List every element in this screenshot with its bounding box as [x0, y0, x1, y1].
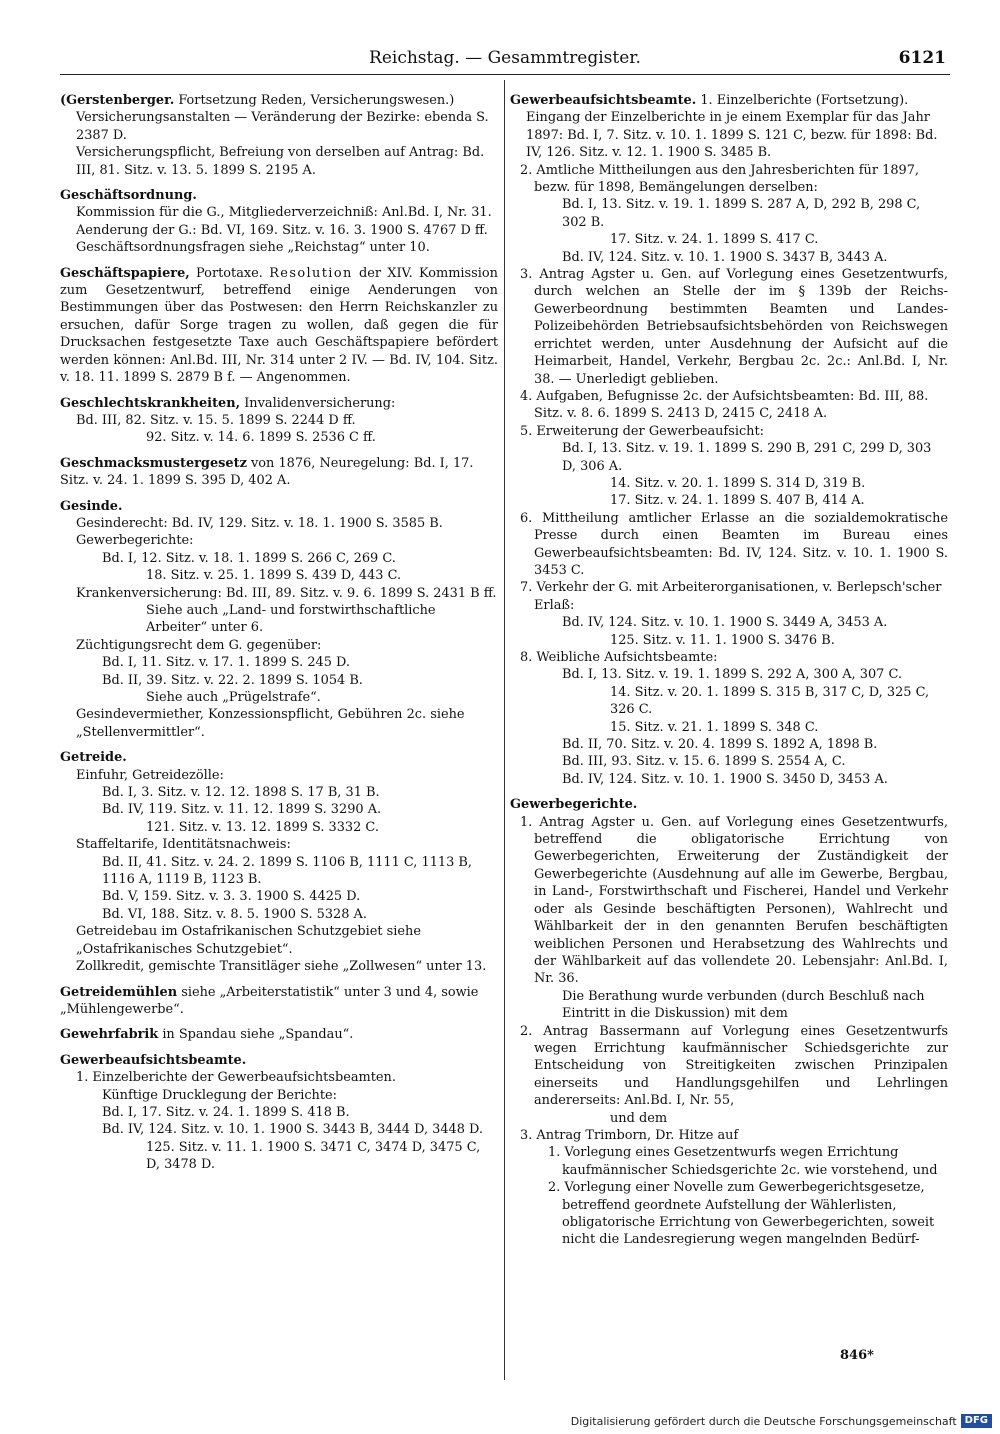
- entry-line: 1. Einzelberichte der Gewerbeaufsichtsbeamten.: [76, 1070, 396, 1086]
- entry-gewerbegerichte: [510, 796, 948, 1249]
- entry-line: Bd. II, 39. Sitz. v. 22. 2. 1899 S. 1054 B.: [102, 672, 363, 688]
- left-column: [60, 92, 498, 1182]
- entry-keyword: (Gerstenberger.: [60, 93, 175, 108]
- entry-keyword: Geschäftspapiere,: [60, 265, 190, 281]
- entry-text: Fortsetzung Reden, Versicherungswesen.): [178, 93, 455, 108]
- entry-line: Versicherungspflicht, Befreiung von derselben auf Antrag: Bd. III, 81. Sitz. v. 13. 5. 1899 S. 2195 A.: [76, 145, 485, 178]
- entry-line: Bd. I, 3. Sitz. v. 12. 12. 1898 S. 17 B, 31 B.: [102, 785, 380, 801]
- entry-keyword: Gewerbeaufsichtsbeamte.: [510, 93, 697, 108]
- numbered-subitem: 1. Vorlegung eines Gesetzentwurfs wegen Errichtung kaufmännischer Schiedsgerichte 2c. wie vorstehend, und: [548, 1145, 938, 1178]
- entry-line: 14. Sitz. v. 20. 1. 1899 S. 314 D, 319 B.: [610, 475, 866, 491]
- entry-text: Invalidenversicherung:: [244, 395, 396, 411]
- entry-text: siehe „Arbeiterstatistik“ unter 3 und 4, sowie „Mühlengewerbe“.: [60, 984, 479, 1017]
- entry-text: 1. Einzelberichte (Fortsetzung).: [700, 93, 909, 108]
- entry-keyword: Gewerbeaufsichtsbeamte.: [60, 1052, 247, 1068]
- entry-line: Staffeltarife, Identitätsnachweis:: [76, 837, 291, 853]
- entry-line: Bd. I, 12. Sitz. v. 18. 1. 1899 S. 266 C, 269 C.: [102, 550, 396, 566]
- entry-geschaeftspapiere: [60, 265, 498, 387]
- entry-text: von 1876, Neuregelung: Bd. I, 17. Sitz. v. 24. 1. 1899 S. 395 D, 402 A.: [60, 455, 474, 489]
- entry-line: Züchtigungsrecht dem G. gegenüber:: [76, 637, 322, 653]
- entry-keyword: Geschmacksmustergesetz: [60, 455, 247, 471]
- entry-line: und dem: [610, 1110, 668, 1126]
- entry-gewerbeaufsichtsbeamte-cont: [510, 92, 948, 788]
- entry-line: 15. Sitz. v. 21. 1. 1899 S. 348 C.: [610, 719, 819, 735]
- entry-geschlechtskrankheiten: [60, 395, 498, 447]
- entry-line: Geschäftsordnungsfragen siehe „Reichstag“ unter 10.: [76, 240, 430, 256]
- entry-text: in Spandau siehe „Spandau“.: [162, 1027, 354, 1043]
- right-column: [510, 92, 948, 1257]
- entry-line: Künftige Drucklegung der Berichte:: [102, 1087, 337, 1103]
- entry-line: Bd. I, 13. Sitz. v. 19. 1. 1899 S. 290 B, 291 C, 299 D, 303 D, 306 A.: [562, 441, 932, 474]
- entry-line: Bd. I, 13. Sitz. v. 19. 1. 1899 S. 287 A, D, 292 B, 298 C, 302 B.: [562, 197, 921, 230]
- entry-line: 17. Sitz. v. 24. 1. 1899 S. 417 C.: [610, 232, 819, 248]
- entry-line: Eingang der Einzelberichte in je einem Exemplar für das Jahr 1897: Bd. I, 7. Sitz. v. 10. 1. 1899 S. 121 C, bezw. für 1898: Bd. IV, 126. Sitz. v. 12. 1. 1900 S. 3485 B.: [526, 110, 938, 161]
- numbered-item: 7. Verkehr der G. mit Arbeiterorganisationen, v. Berlepsch'scher Erlaß:: [520, 580, 942, 613]
- entry-text: Resolution: [269, 265, 353, 281]
- entry-line: Bd. IV, 124. Sitz. v. 10. 1. 1900 S. 3443 B, 3444 D, 3448 D.: [102, 1122, 484, 1138]
- numbered-item: 3. Antrag Agster u. Gen. auf Vorlegung eines Gesetzentwurfs, durch welchen an Stelle der im § 139b der Reichs-Gewerbeordnung bestimmten Beamten und Landes-Polizeibehörden Betriebsaufsichtsbehörden von Reichswegen errichtet werden, unter Ausdehnung der Aufsicht auf die Heimarbeit, Handel, Verkehr, Bergbau 2c. 2c.: Anl.Bd. I, Nr. 38. — Unerledigt geblieben.: [520, 267, 948, 387]
- entry-keyword: Getreide.: [60, 750, 127, 766]
- entry-keyword: Getreidemühlen: [60, 984, 178, 1000]
- footer: [571, 1412, 992, 1430]
- entry-keyword: Geschlechtskrankheiten,: [60, 395, 241, 411]
- entry-line: Bd. I, 17. Sitz. v. 24. 1. 1899 S. 418 B.: [102, 1104, 350, 1120]
- entry-line: Bd. I, 13. Sitz. v. 19. 1. 1899 S. 292 A, 300 A, 307 C.: [562, 667, 902, 683]
- numbered-item: 1. Antrag Agster u. Gen. auf Vorlegung eines Gesetzentwurfs, betreffend die obligatorische Errichtung von Gewerbegerichten, Erweiterung der Zuständigkeit der Gewerbegerichte (Ausdehnung auf alle im Gewerbe, Bergbau, in Land-, Forstwirthschaft und Fischerei, Handel und Verkehr oder als Gesinde beschäftigten Personen), Wahlrecht und Wählbarkeit der in den genannten Berufen beschäftigten weiblichen Personen und Herabsetzung des Wahlrechts und der Wählbarkeit auf das vollendete 20. Lebensjahr: Anl.Bd. I, Nr. 36.: [520, 814, 948, 987]
- entry-gerstenberger: [60, 92, 498, 179]
- entry-line: 18. Sitz. v. 25. 1. 1899 S. 439 D, 443 C.: [146, 568, 402, 584]
- entry-line: Aenderung der G.: Bd. VI, 169. Sitz. v. 16. 3. 1900 S. 4767 D ff.: [76, 222, 488, 238]
- column-divider: [504, 80, 505, 1380]
- numbered-subitem: 2. Vorlegung einer Novelle zum Gewerbegerichtsgesetze, betreffend geordnete Aufstellung der Wählerlisten, obligatorische Errichtung von Gewerbegerichten, soweit nicht die Landesregierung wegen mangelnden Bedürf-: [548, 1180, 935, 1248]
- entry-gewerbeaufsichtsbeamte: [60, 1052, 498, 1174]
- numbered-item: 6. Mittheilung amtlicher Erlasse an die sozialdemokratische Presse durch einen Beamten im Bureau eines Gewerbeaufsichtsbeamten: Bd. IV, 124. Sitz. v. 10. 1. 1900 S. 3453 C.: [520, 510, 948, 578]
- entry-line: Siehe auch „Land- und forstwirthschaftliche Arbeiter“ unter 6.: [146, 602, 436, 636]
- entry-line: Kommission für die G., Mitgliederverzeichniß: Anl.Bd. I, Nr. 31.: [76, 205, 492, 221]
- signature-mark: 846*: [840, 1348, 874, 1363]
- entry-line: 14. Sitz. v. 20. 1. 1899 S. 315 B, 317 C, D, 325 C, 326 C.: [610, 684, 930, 718]
- entry-line: Siehe auch „Prügelstrafe“.: [146, 690, 321, 705]
- dfg-logo-icon: DFG: [961, 1414, 992, 1428]
- entry-line: 121. Sitz. v. 13. 12. 1899 S. 3332 C.: [146, 819, 379, 835]
- footer-text: Digitalisierung gefördert durch die Deutsche Forschungsgemeinschaft: [570, 1414, 957, 1428]
- entry-line: Krankenversicherung: Bd. III, 89. Sitz. v. 9. 6. 1899 S. 2431 B ff.: [76, 585, 497, 601]
- numbered-item: 8. Weibliche Aufsichtsbeamte:: [520, 650, 718, 665]
- entry-keyword: Gesinde.: [60, 498, 123, 514]
- numbered-item: 2. Amtliche Mittheilungen aus den Jahresberichten für 1897, bezw. für 1898, Bemängelungen derselben:: [520, 162, 920, 196]
- entry-line: Einfuhr, Getreidezölle:: [76, 767, 224, 783]
- entry-line: Zollkredit, gemischte Transitläger siehe „Zollwesen“ unter 13.: [76, 959, 487, 975]
- entry-getreidemuehlen: [60, 984, 498, 1019]
- entry-line: Gesindevermiether, Konzessionspflicht, Gebühren 2c. siehe „Stellenvermittler“.: [76, 707, 465, 740]
- numbered-item: 3. Antrag Trimborn, Dr. Hitze auf: [520, 1127, 739, 1143]
- entry-line: 125. Sitz. v. 11. 1. 1900 S. 3471 C, 3474 D, 3475 C, D, 3478 D.: [146, 1139, 481, 1173]
- entry-line: Bd. II, 41. Sitz. v. 24. 2. 1899 S. 1106 B, 1111 C, 1113 B, 1116 A, 1119 B, 1123 B.: [102, 854, 472, 888]
- entry-line: Die Berathung wurde verbunden (durch Beschluß nach Eintritt in die Diskussion) mit dem: [562, 988, 925, 1022]
- entry-line: Versicherungsanstalten — Veränderung der Bezirke: ebenda S. 2387 D.: [76, 110, 489, 143]
- entry-line: Bd. V, 159. Sitz. v. 3. 3. 1900 S. 4425 D.: [102, 889, 361, 905]
- entry-line: Bd. IV, 119. Sitz. v. 11. 12. 1899 S. 3290 A.: [102, 802, 382, 818]
- entry-geschmacksmustergesetz: [60, 455, 498, 490]
- entry-line: Bd. VI, 188. Sitz. v. 8. 5. 1900 S. 5328 A.: [102, 906, 367, 922]
- entry-line: 125. Sitz. v. 11. 1. 1900 S. 3476 B.: [610, 632, 835, 648]
- page-number: 6121: [898, 48, 946, 68]
- entry-geschaeftsordnung: [60, 187, 498, 257]
- numbered-item: 4. Aufgaben, Befugnisse 2c. der Aufsichtsbeamten: Bd. III, 88. Sitz. v. 8. 6. 1899 S. 2413 D, 2415 C, 2418 A.: [520, 388, 929, 422]
- entry-gesinde: [60, 498, 498, 742]
- entry-getreide: [60, 749, 498, 975]
- entry-line: Bd. IV, 124. Sitz. v. 10. 1. 1900 S. 3450 D, 3453 A.: [562, 771, 888, 787]
- entry-line: Bd. II, 70. Sitz. v. 20. 4. 1899 S. 1892 A, 1898 B.: [562, 737, 878, 753]
- entry-line: 92. Sitz. v. 14. 6. 1899 S. 2536 C ff.: [146, 430, 376, 446]
- running-title: Reichstag. — Gesammtregister.: [369, 48, 641, 68]
- entry-keyword: Geschäftsordnung.: [60, 188, 197, 204]
- entry-line: Bd. III, 93. Sitz. v. 15. 6. 1899 S. 2554 A, C.: [562, 754, 846, 770]
- entry-keyword: Gewehrfabrik: [60, 1027, 159, 1043]
- entry-line: Gesinderecht: Bd. IV, 129. Sitz. v. 18. 1. 1900 S. 3585 B.: [76, 515, 443, 531]
- entry-line: Bd. IV, 124. Sitz. v. 10. 1. 1900 S. 3449 A, 3453 A.: [562, 615, 888, 631]
- entry-gewehrfabrik: [60, 1026, 498, 1043]
- entry-line: 17. Sitz. v. 24. 1. 1899 S. 407 B, 414 A.: [610, 493, 865, 509]
- entry-line: Getreidebau im Ostafrikanischen Schutzgebiet siehe „Ostafrikanisches Schutzgebiet“.: [76, 924, 421, 957]
- entry-line: Bd. I, 11. Sitz. v. 17. 1. 1899 S. 245 D.: [102, 655, 351, 671]
- entry-line: Gewerbegerichte:: [76, 533, 194, 549]
- entry-line: Bd. III, 82. Sitz. v. 15. 5. 1899 S. 2244 D ff.: [76, 412, 356, 428]
- numbered-item: 2. Antrag Bassermann auf Vorlegung eines Gesetzentwurfs wegen Errichtung kaufmännischer Schiedsgerichte zur Entscheidung von Streitigkeiten zwischen Prinzipalen einerseits und Handlungsgehilfen und Lehrlingen andererseits: Anl.Bd. I, Nr. 55,: [520, 1023, 948, 1109]
- entry-keyword: Gewerbegerichte.: [510, 797, 638, 813]
- entry-text: der XIV. Kommission zum Gesetzentwurf, betreffend einige Aenderungen von Bestimmungen über das Postwesen: den Herrn Reichskanzler zu ersuchen, dafür Sorge tragen zu wollen, daß gegen die für Drucksachen festgesetzte Taxe auch Geschäftspapiere befördert werden können: Anl.Bd. III, Nr. 314 unter 2 IV. — Bd. IV, 104. Sitz. v. 18. 11. 1899 S. 2879 B f. — Angenommen.: [60, 265, 498, 386]
- entry-line: Bd. IV, 124. Sitz. v. 10. 1. 1900 S. 3437 B, 3443 A.: [562, 249, 888, 265]
- numbered-item: 5. Erweiterung der Gewerbeaufsicht:: [520, 423, 764, 439]
- page-header: [60, 44, 950, 75]
- entry-text: Portotaxe.: [196, 265, 263, 281]
